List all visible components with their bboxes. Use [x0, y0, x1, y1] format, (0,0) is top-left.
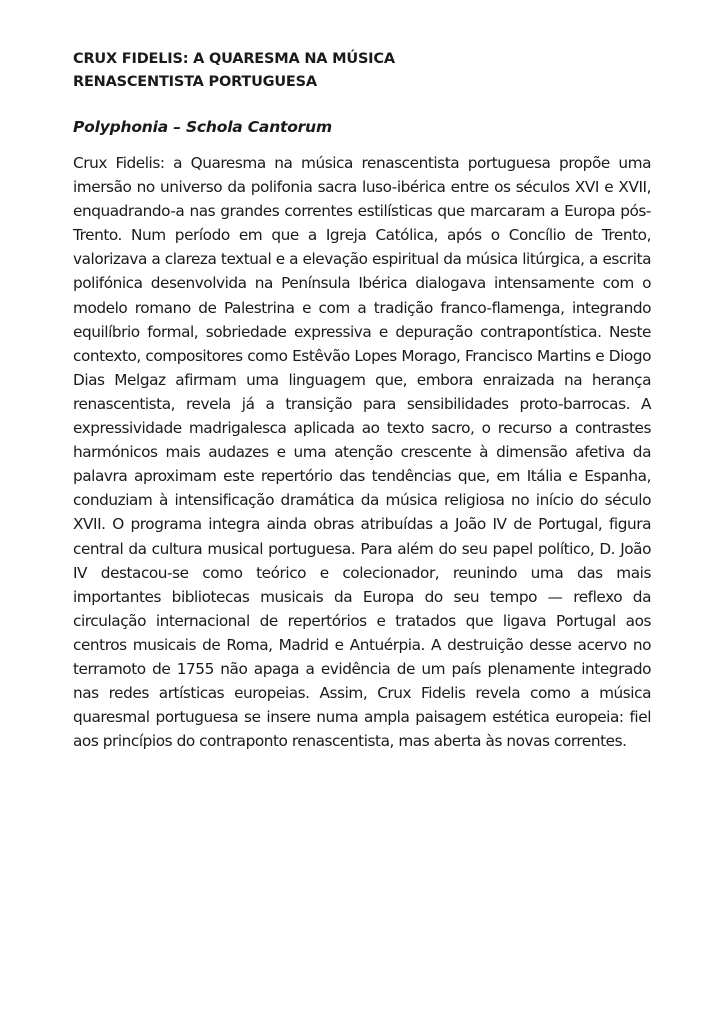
document-subtitle: Polyphonia – Schola Cantorum: [73, 118, 332, 136]
document-page: [73, 48, 651, 753]
title-line-1: CRUX FIDELIS: A QUARESMA NA MÚSICA: [73, 51, 395, 67]
document-title: [73, 48, 651, 94]
body-paragraph: Crux Fidelis: a Quaresma na música renascentista portuguesa propõe uma imersão no universo da polifonia sacra luso-ibérica entre os séculos XVI e XVII, enquadrando-a nas grandes correntes estilísticas que marcaram a Europa pós-Trento. Num período em que a Igreja Católica, após o Concílio de Trento, valorizava a clareza textual e a elevação espiritual da música litúrgica, a escrita polifónica desenvolvida na Península Ibérica dialogava intensamente com o modelo romano de Palestrina e com a tradição franco-flamenga, integrando equilíbrio formal, sobriedade expressiva e depuração contrapontística. Neste contexto, compositores como Estêvão Lopes Morago, Francisco Martins e Diogo Dias Melgaz afirmam uma linguagem que, embora enraizada na herança renascentista, revela já a transição para sensibilidades proto-barrocas. A expressividade madrigalesca aplicada ao texto sacro, o recurso a contrastes harmónicos mais audazes e uma atenção crescente à dimensão afetiva da palavra aproximam este repertório das tendências que, em Itália e Espanha, conduziam à intensificação dramática da música religiosa no início do século XVII. O programa integra ainda obras atribuídas a João IV de Portugal, figura central da cultura musical portuguesa. Para além do seu papel político, D. João IV destacou-se como teórico e colecionador, reunindo uma das mais importantes bibliotecas musicais da Europa do seu tempo — reflexo da circulação internacional de repertórios e tratados que ligava Portugal aos centros musicais de Roma, Madrid e Antuérpia. A destruição desse acervo no terramoto de 1755 não apaga a evidência de um país plenamente integrado nas redes artísticas europeias. Assim, Crux Fidelis revela como a música quaresmal portuguesa se insere numa ampla paisagem estética europeia: fiel aos princípios do contraponto renascentista, mas aberta às novas correntes.: [73, 154, 651, 751]
title-line-2: RENASCENTISTA PORTUGUESA: [73, 74, 317, 90]
